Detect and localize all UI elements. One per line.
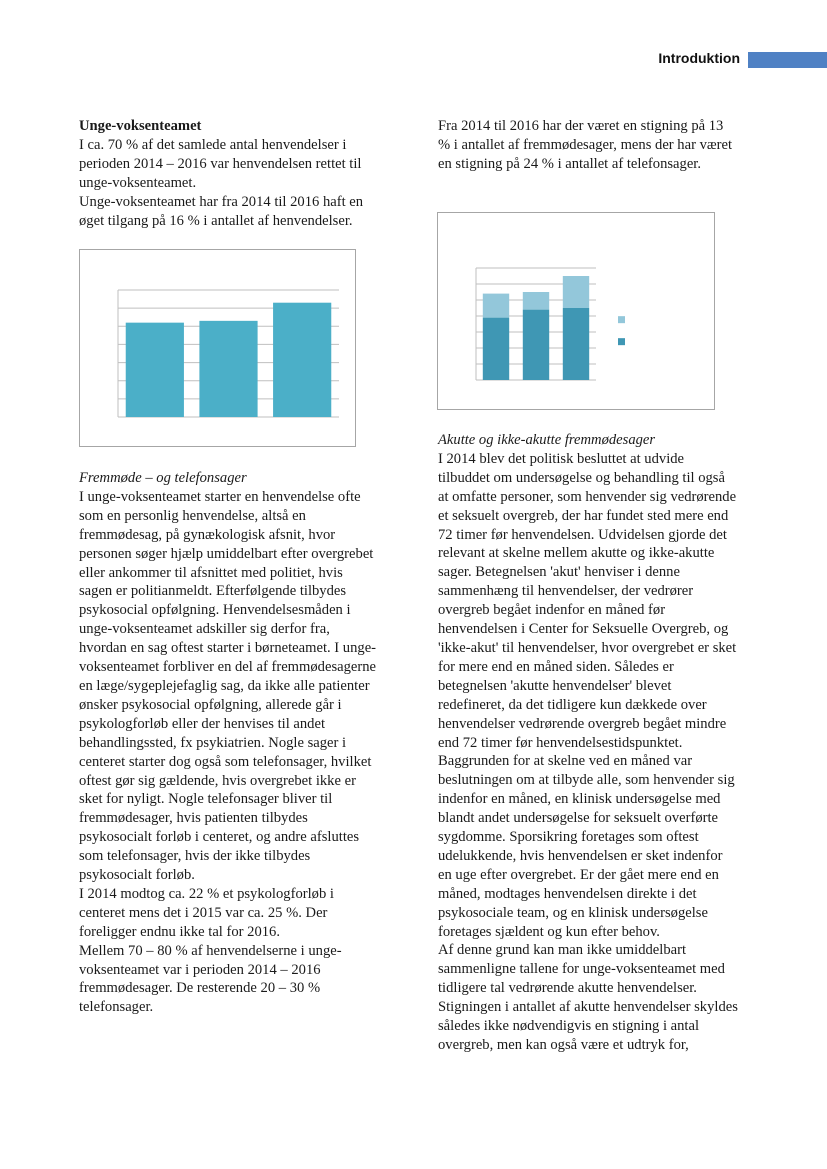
body-paragraph: I 2014 blev det politisk besluttet at udvide tilbuddet om undersøgelse og behandling til også at omfatte personer, som henvender sig vedrørende et seksuelt overgreb, der har fundet sted mere end 72 timer før henvendelsen. Udvidelsen gjorde det relevant at skelne mellem akutte og ikke-akutte sager. Betegnelsen 'akut' henviser i denne sammenhæng til henvendelser, der vedrører overgreb begået indenfor en måned før henvendelsen i Center for Seksuelle Overgreb, og 'ikke-akut' til henvendelser, hvor overgrebet er sket for mere end en måned siden. Således er betegnelsen 'akutte henvendelser' blevet redefineret, da det tidligere kun dækkede over henvendelser vedrørende overgreb begået mindre end 72 timer før henvendelsestidspunktet. Baggrunden for at skelne ved en måned var beslutningen om at tilbyde alle, som henvender sig indenfor en måned, en klinisk undersøgelse med blandt andet undersøgelse for seksuelt overførte sygdomme. Sporsikring foretages som oftest udelukkende, hvis henvendelsen er sket indenfor en uge efter overgrebet. Er der gået mere end en måned, modtages henvendelsen direkte i det psykosociale team, og en klinisk undersøgelse foretages sjældent og kun efter behov. — [438, 450, 737, 940]
left-column — [79, 117, 379, 230]
bar-segment-2 — [563, 276, 589, 308]
bar — [199, 321, 257, 417]
intro-paragraph: Fra 2014 til 2016 har der været en stigning på 13 % i antallet af fremmødesager, mens der har været en stigning på 24 % i antallet af telefonsager. — [438, 118, 733, 172]
legend-swatch — [618, 338, 625, 345]
bar-segment-1 — [523, 310, 549, 380]
bar-segment-1 — [483, 318, 509, 380]
right-column — [438, 117, 738, 174]
legend-swatch — [618, 316, 625, 323]
bar-segment-2 — [523, 292, 549, 310]
bar — [273, 303, 331, 417]
stacked-bar-chart — [438, 213, 714, 409]
bar-chart — [80, 250, 355, 446]
section-heading: Fremmøde – og telefonsager — [79, 470, 247, 486]
chart-total-enquiries — [79, 249, 356, 447]
bar — [126, 323, 184, 417]
left-column-section — [79, 469, 379, 1017]
body-paragraph: I unge-voksenteamet starter en henvendelse ofte som en personlig henvendelse, altså en fremmødesag, på gynækologisk afsnit, hvor personen søger hjælp umiddelbart efter overgrebet eller ankommer til afsnittet med politiet, hvis sagen er politianmeldt. Efterfølgende tilbydes psykosocial opfølgning. Henvendelsesmåden i unge-voksenteamet adskiller sig derfor fra, hvordan en sag oftest starter i børneteamet. I unge-voksenteamet forbliver en del af fremmødesagerne en læge/sygeplejefaglig sag, da ikke alle patienter ønsker psykosocial opfølgning, allerede går i psykologforløb eller der henvises til andet behandlingssted, fx psykiatrien. Nogle sager i centeret starter dog også som telefonsager, hvilket oftest gør sig gældende, hvis overgrebet ikke er sket for nyligt. Nogle telefonsager bliver til fremmødesager, hvis patienten tilbydes psykosocialt forløb i centeret, og andre afsluttes som telefonsager, hvis der ikke tilbydes psykosocialt forløb. — [79, 488, 377, 884]
body-paragraph: I 2014 modtog ca. 22 % et psykologforløb i centeret mens det i 2015 var ca. 25 %. Der foreligger endnu ikke tal for 2016. — [79, 885, 334, 940]
right-column-section — [438, 431, 738, 1055]
intro-heading: Unge-voksenteamet — [79, 118, 202, 134]
body-paragraph: Mellem 70 – 80 % af henvendelserne i unge-voksenteamet var i perioden 2014 – 2016 fremmødesager. De resterende 20 – 30 % telefonsager. — [79, 942, 342, 1016]
body-paragraph: Af denne grund kan man ikke umiddelbart sammenligne tallene for unge-voksenteamet med tidligere tal vedrørende akutte henvendelser. Stigningen i antallet af akutte henvendelser skyldes således ikke nødvendigvis en stigning i antal overgreb, men kan også være et udtryk for, — [438, 942, 738, 1053]
section-heading: Akutte og ikke-akutte fremmødesager — [438, 432, 656, 448]
section-accent-bar — [748, 52, 827, 68]
intro-paragraph: Unge-voksenteamet har fra 2014 til 2016 haft en øget tilgang på 16 % i antallet af henvendelser. — [79, 193, 364, 229]
section-label: Introduktion — [658, 50, 740, 66]
bar-segment-2 — [483, 294, 509, 318]
intro-paragraph: I ca. 70 % af det samlede antal henvendelser i perioden 2014 – 2016 var henvendelsen rettet til unge-voksenteamet. — [79, 136, 362, 191]
chart-visit-and-phone-cases — [437, 212, 715, 410]
bar-segment-1 — [563, 308, 589, 380]
